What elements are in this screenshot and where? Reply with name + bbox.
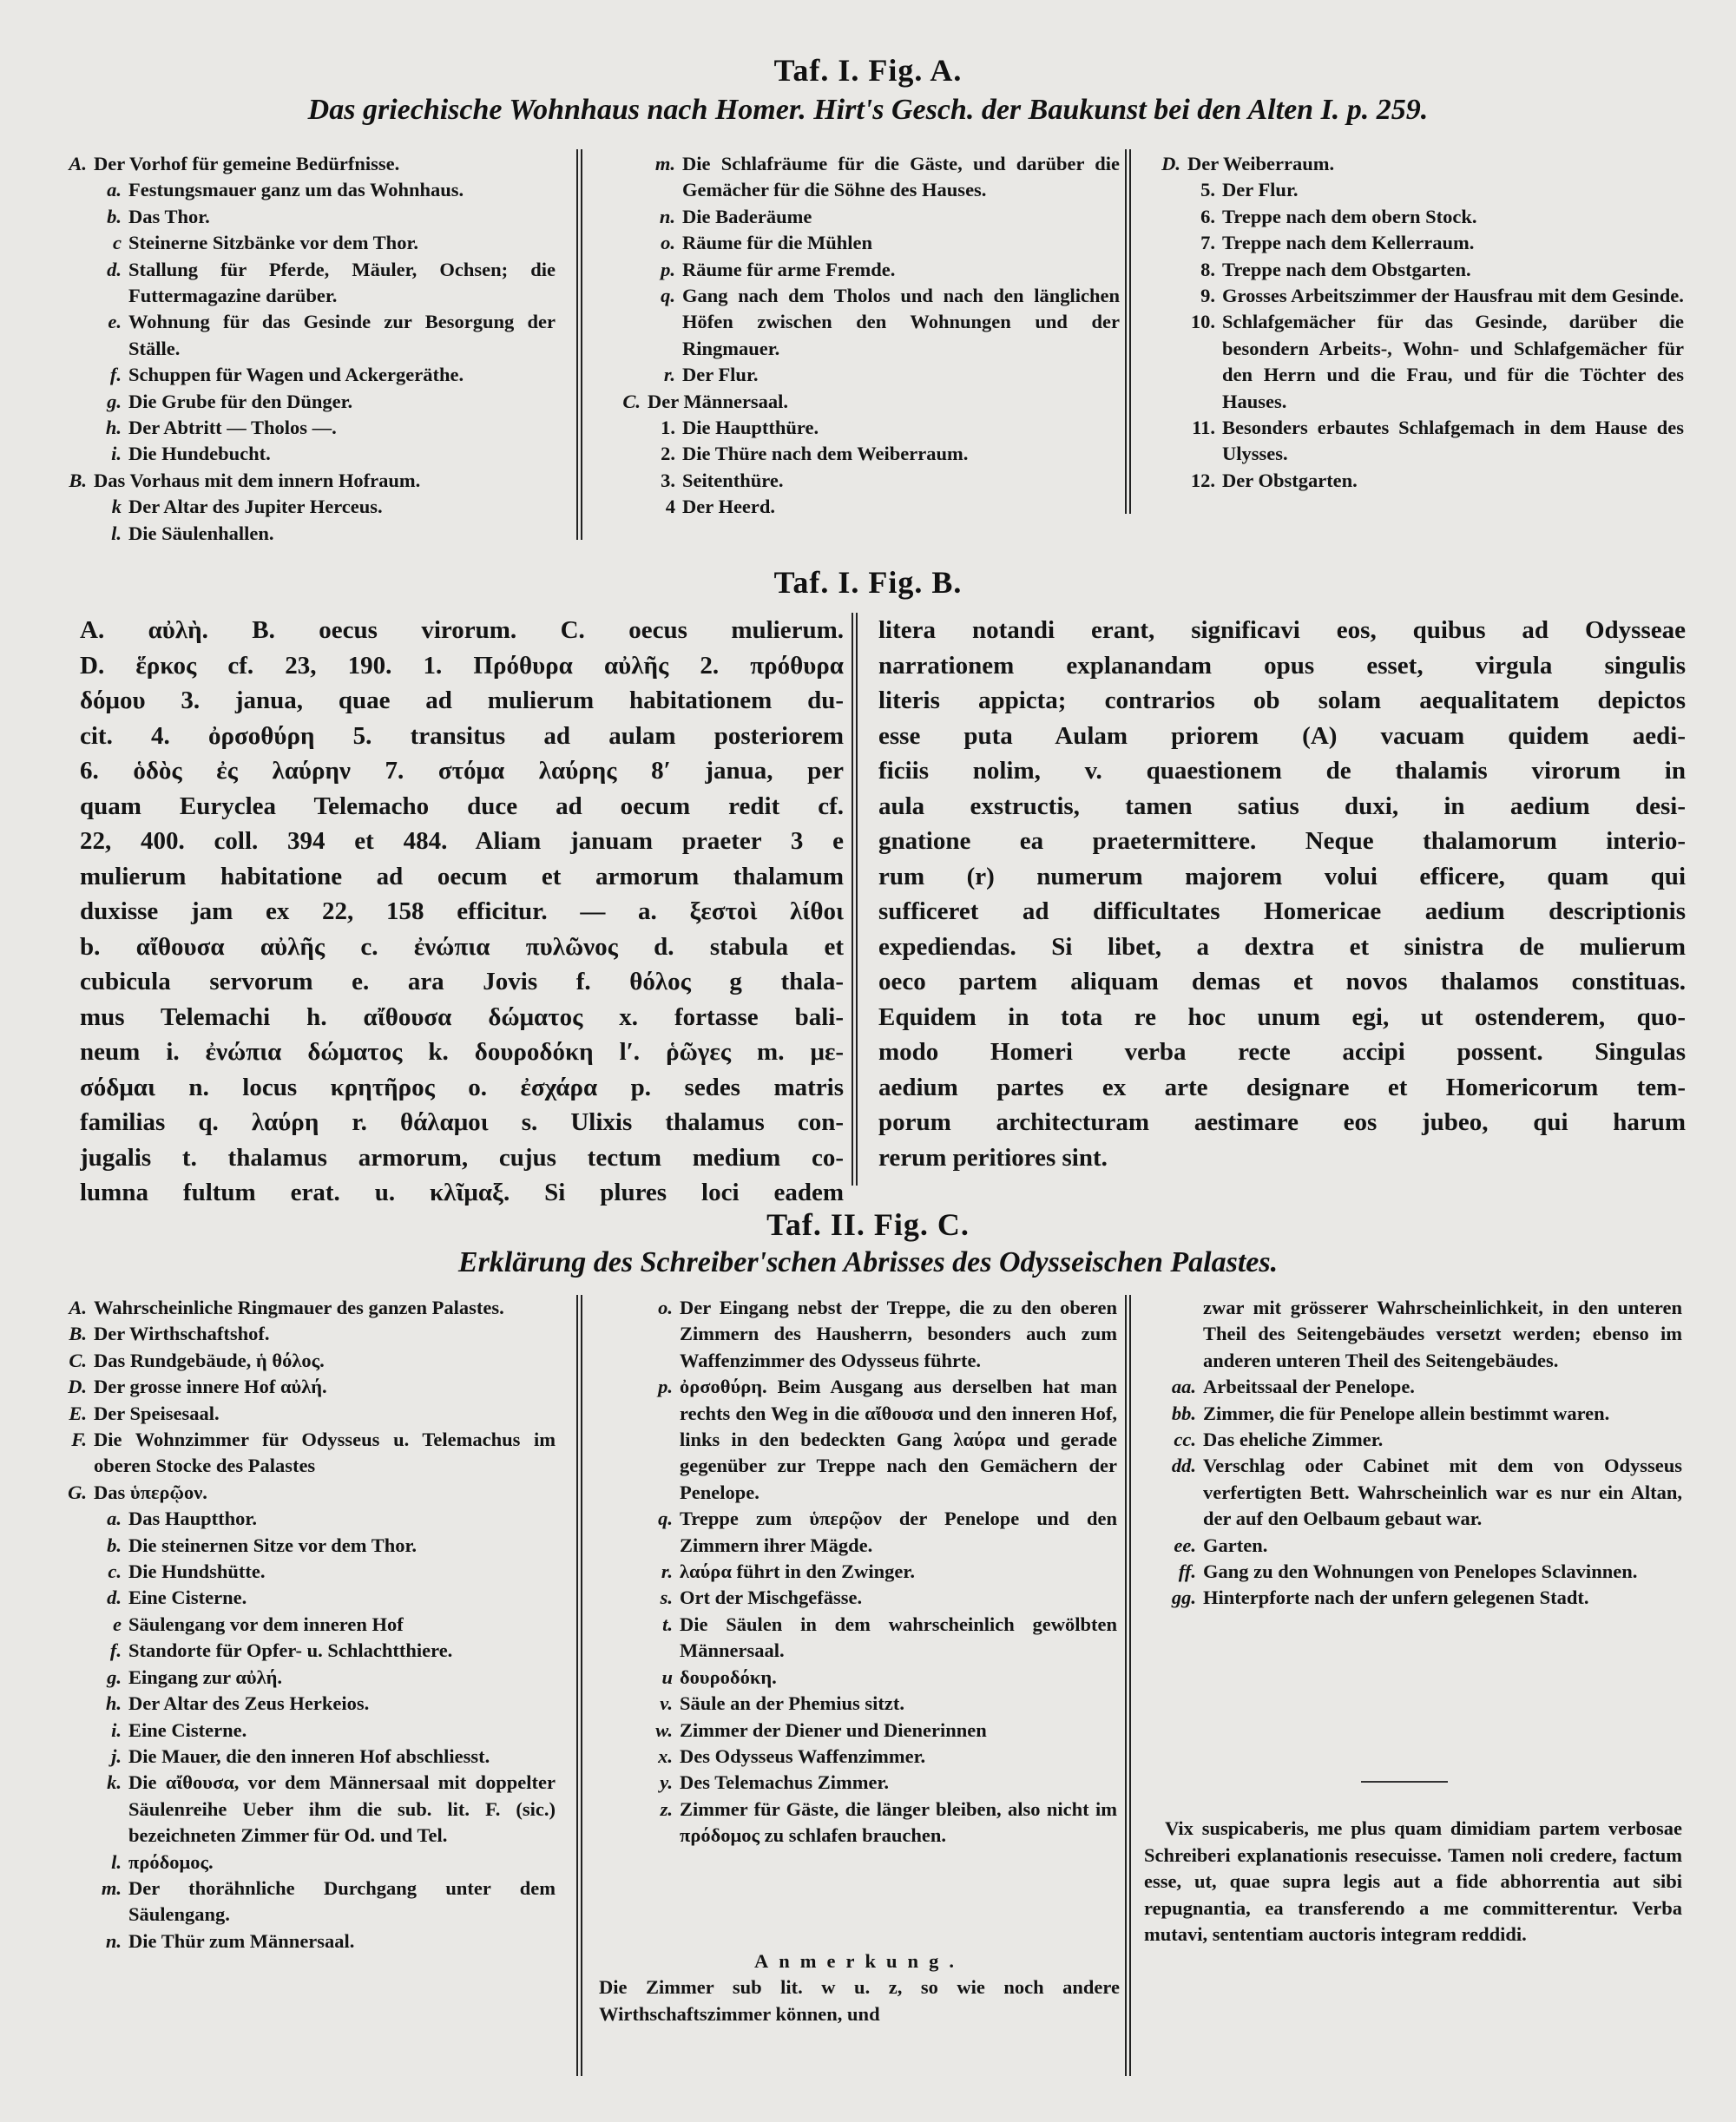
legend-text: Zimmer der Diener und Dienerinnen xyxy=(680,1718,987,1741)
legend-key: d. xyxy=(107,258,122,280)
fig-c-label: Taf. II. Fig. C. xyxy=(766,1207,970,1242)
text-line: mus Telemachi h. αἴθουσα δώματος x. fortasse bali- xyxy=(80,1002,844,1031)
legend-text: Die Schlafräume für die Gäste, und darüber die Gemächer für die Söhne des Hauses. xyxy=(682,153,1120,201)
legend-key: m. xyxy=(654,153,675,174)
legend-text: Die Säulenhallen. xyxy=(128,522,274,544)
legend-entry xyxy=(35,1374,556,1400)
legend-text: Stallung für Pferde, Mäuler, Ochsen; die Futtermagazine darüber. xyxy=(128,258,556,307)
legend-entry xyxy=(1128,309,1684,415)
legend-text: Die Hundebucht. xyxy=(128,443,271,465)
text-line: A. αὐλὴ. B. oecus virorum. C. oecus mulierum. xyxy=(80,616,844,644)
legend-key: r. xyxy=(661,1560,673,1583)
text-line: modo Homeri verba recte accipi possent. Singulas xyxy=(878,1038,1686,1066)
legend-key: a. xyxy=(107,179,122,201)
text-line: sufficeret ad difficultates Homericae aedium descriptionis xyxy=(878,897,1686,925)
legend-text: Treppe nach dem obern Stock. xyxy=(1222,205,1477,227)
legend-entry xyxy=(35,1506,556,1532)
legend-key: i. xyxy=(111,1718,122,1741)
text-line: oeco partem aliquam demas et novos thalamos constituas. xyxy=(878,968,1686,995)
legend-text: Säulengang vor dem inneren Hof xyxy=(128,1613,404,1635)
legend-key: e. xyxy=(108,311,122,333)
legend-entry xyxy=(586,1665,1117,1691)
legend-text: Seitenthüre. xyxy=(682,469,784,491)
legend-key: 11. xyxy=(1192,417,1215,439)
legend-text: Säule an der Phemius sitzt. xyxy=(680,1692,904,1715)
legend-key: F. xyxy=(71,1429,87,1451)
fig-b-right-paragraph xyxy=(878,613,1686,1175)
legend-entry xyxy=(35,1638,556,1664)
legend-text: Die Mauer, die den inneren Hof abschliesst. xyxy=(128,1744,490,1767)
legend-text: Räume für arme Fremde. xyxy=(682,258,896,280)
legend-entry xyxy=(35,1585,556,1611)
legend-entry xyxy=(1128,177,1684,203)
column-divider xyxy=(852,613,853,1186)
text-line: neum i. ἐνώπια δώματος k. δουροδόκη l′. ῥῶγες m. με- xyxy=(80,1038,844,1066)
text-line: Equidem in tota re hoc unum egi, ut ostenderem, quo- xyxy=(878,1002,1686,1031)
legend-key: ff. xyxy=(1178,1560,1196,1583)
legend-key: C. xyxy=(69,1349,87,1371)
legend-text: Die Baderäume xyxy=(682,205,812,227)
legend-entry xyxy=(586,1374,1117,1506)
legend-key: l. xyxy=(111,1850,122,1873)
text-line: aula exstructis, tamen satius duxi, in aedium desi- xyxy=(878,792,1686,820)
legend-entry xyxy=(1128,283,1684,309)
text-line: porum architecturam aestimare eos jubeo, qui harum xyxy=(878,1108,1686,1136)
legend-text: Die Hauptthüre. xyxy=(682,417,819,439)
legend-text: Eingang zur αὐλή. xyxy=(128,1665,283,1688)
legend-entry xyxy=(1128,151,1684,177)
legend-text: Die Grube für den Dünger. xyxy=(128,390,353,412)
fig-a-legend-column-2 xyxy=(589,151,1120,521)
legend-key: l. xyxy=(111,522,122,544)
text-line: mulierum habitatione ad oecum et armorum thalamum xyxy=(80,862,844,890)
legend-text: Das Vorhaus mit dem innern Hofraum. xyxy=(94,469,421,491)
legend-key: v. xyxy=(660,1692,673,1715)
legend-text: Der Abtritt — Tholos —. xyxy=(128,417,337,439)
text-line: b. αἴθουσα αὐλῆς c. ἐνώπια πυλῶνος d. stabula et xyxy=(80,932,844,961)
legend-key: 9. xyxy=(1200,285,1215,307)
legend-key: 4 xyxy=(665,496,675,518)
legend-key: e xyxy=(113,1613,122,1635)
legend-text: Des Telemachus Zimmer. xyxy=(680,1771,890,1794)
legend-text: Arbeitssaal der Penelope. xyxy=(1203,1376,1415,1398)
legend-key: bb. xyxy=(1171,1402,1196,1424)
legend-entry xyxy=(1144,1401,1682,1427)
legend-entry xyxy=(35,468,556,494)
legend-key: r. xyxy=(663,364,675,386)
legend-entry xyxy=(589,151,1120,204)
legend-entry xyxy=(589,494,1120,520)
legend-entry xyxy=(1144,1427,1682,1453)
legend-entry xyxy=(35,1480,556,1506)
legend-key: m. xyxy=(101,1876,122,1899)
legend-entry xyxy=(35,257,556,310)
text-line: 6. ὁδὸς ἐς λαύρην 7. στόμα λαύρης 8′ janua, per xyxy=(80,757,844,785)
fig-c-subtitle: Erklärung des Schreiber'schen Abrisses des Odysseischen Palastes. xyxy=(457,1246,1279,1278)
legend-text: Das Hauptthor. xyxy=(128,1508,257,1530)
legend-key: f. xyxy=(109,364,122,386)
legend-key: 2. xyxy=(661,443,675,465)
legend-key: 1. xyxy=(661,417,675,439)
text-line: expediendas. Si libet, a dextra et sinistra de mulierum xyxy=(878,932,1686,961)
legend-text: Der Männersaal. xyxy=(648,390,789,412)
legend-entry xyxy=(586,1797,1117,1849)
legend-entry xyxy=(1128,204,1684,230)
separator-rule xyxy=(1361,1781,1448,1783)
legend-key: 12. xyxy=(1190,469,1215,491)
legend-entry xyxy=(589,441,1120,467)
legend-key: c xyxy=(113,232,122,254)
legend-entry xyxy=(589,283,1120,362)
fig-a-legend-column-1 xyxy=(35,151,556,547)
text-line: duxisse jam ex 22, 158 efficitur. — a. ξεστοὶ λίθοι xyxy=(80,897,844,925)
legend-entry xyxy=(589,230,1120,256)
fig-b-label: Taf. I. Fig. B. xyxy=(773,565,963,600)
legend-text: Hinterpforte nach der unfern gelegenen Stadt. xyxy=(1203,1587,1589,1609)
text-line: 22, 400. coll. 394 et 484. Aliam januam praeter 3 e xyxy=(80,827,844,855)
legend-entry xyxy=(586,1744,1117,1770)
legend-entry xyxy=(589,204,1120,230)
legend-text: Die Hundshütte. xyxy=(128,1560,266,1583)
legend-key: 8. xyxy=(1200,258,1215,280)
legend-text: Wahrscheinliche Ringmauer des ganzen Palastes. xyxy=(94,1297,504,1318)
legend-key: c. xyxy=(108,1560,122,1583)
fig-a-legend-column-3 xyxy=(1128,151,1684,494)
legend-text: Das Rundgebäude, ἡ θόλος. xyxy=(94,1349,325,1371)
legend-key: 6. xyxy=(1200,205,1215,227)
legend-entry xyxy=(589,362,1120,388)
legend-key: B. xyxy=(69,469,87,491)
legend-key: aa. xyxy=(1171,1376,1196,1398)
legend-text: Der Flur. xyxy=(1222,179,1299,201)
legend-entry xyxy=(35,1321,556,1347)
legend-key: z. xyxy=(660,1797,673,1820)
fig-c-legend-column-3 xyxy=(1144,1295,1682,1612)
text-line: δόμου 3. janua, quae ad mulierum habitationem du- xyxy=(80,687,844,714)
legend-text: Der Obstgarten. xyxy=(1222,469,1358,491)
legend-key: a. xyxy=(107,1508,122,1530)
fig-a-label: Taf. I. Fig. A. xyxy=(773,53,963,88)
legend-entry xyxy=(1128,468,1684,494)
legend-entry xyxy=(35,1876,556,1928)
column-divider xyxy=(576,1295,578,2076)
legend-entry xyxy=(35,309,556,362)
legend-key: p. xyxy=(661,258,675,280)
legend-entry xyxy=(586,1559,1117,1585)
legend-key: 7. xyxy=(1200,232,1215,254)
column-divider xyxy=(1125,1295,1127,2076)
legend-entry xyxy=(1144,1559,1682,1585)
fig-c-legend-column-3-entries xyxy=(1144,1374,1682,1612)
legend-entry xyxy=(35,1612,556,1638)
legend-text: Die αἴθουσα, vor dem Männersaal mit doppelter Säulenreihe Ueber ihm die sub. lit. F. (sic.) bezeichneten Zimmer für Od. und Tel. xyxy=(128,1771,556,1847)
legend-key: D. xyxy=(1161,153,1180,174)
legend-key: i. xyxy=(111,443,122,465)
legend-key: t. xyxy=(662,1613,673,1635)
legend-entry xyxy=(1128,230,1684,256)
legend-key: B. xyxy=(69,1323,87,1345)
legend-key: u xyxy=(661,1665,673,1688)
note-text: Die Zimmer sub lit. w u. z, so wie noch andere Wirthschaftszimmer können, und xyxy=(599,1976,1120,2025)
text-line: D. ἕρκος cf. 23, 190. 1. Πρόθυρα αὐλῆς 2. πρόθυρα xyxy=(80,651,844,680)
text-line: aedium partes ex arte designare et Homericorum tem- xyxy=(878,1073,1686,1101)
legend-entry xyxy=(35,521,556,547)
legend-entry xyxy=(35,1427,556,1480)
legend-text: Der thorähnliche Durchgang unter dem Säulengang. xyxy=(128,1876,556,1926)
legend-text: Zimmer für Gäste, die länger bleiben, also nicht im πρόδομος zu schlafen brauchen. xyxy=(680,1797,1117,1847)
legend-text: Das eheliche Zimmer. xyxy=(1203,1429,1384,1451)
legend-key: x. xyxy=(658,1744,673,1767)
text-line: ficiis nolim, v. quaestionem de thalamis virorum in xyxy=(878,757,1686,785)
legend-text: Der Vorhof für gemeine Bedürfnisse. xyxy=(94,153,400,174)
legend-entry xyxy=(35,494,556,520)
note-title: Anmerkung. xyxy=(754,1950,964,1972)
text-line: litera notandi erant, significavi eos, quibus ad Odysseae xyxy=(878,616,1686,644)
legend-key: G. xyxy=(68,1481,87,1503)
legend-text: Gang zu den Wohnungen von Penelopes Sclavinnen. xyxy=(1203,1560,1638,1583)
legend-entry xyxy=(35,1559,556,1585)
legend-key: A. xyxy=(69,1297,87,1318)
legend-entry xyxy=(35,177,556,203)
continuation-text: zwar mit grösserer Wahrscheinlichkeit, in den unteren Theil des Seitengebäudes versetzt werden; ebenso im anderen unteren Theil des Seitengebäudes. xyxy=(1203,1297,1682,1371)
legend-entry xyxy=(35,362,556,388)
legend-text: Die steinernen Sitze vor dem Thor. xyxy=(128,1534,418,1556)
fig-b-left-paragraph xyxy=(80,613,844,1211)
legend-text: Eine Cisterne. xyxy=(128,1718,247,1741)
legend-text: Der Heerd. xyxy=(682,496,776,518)
column-divider xyxy=(576,149,578,540)
anmerkung-block xyxy=(599,1948,1120,2027)
legend-key: j. xyxy=(111,1744,122,1767)
legend-key: dd. xyxy=(1171,1455,1196,1477)
legend-entry xyxy=(35,230,556,256)
legend-entry xyxy=(35,1401,556,1427)
legend-text: Der Altar des Zeus Herkeios. xyxy=(128,1692,370,1715)
legend-entry xyxy=(589,415,1120,441)
legend-entry xyxy=(35,151,556,177)
column-divider xyxy=(1125,149,1127,514)
legend-entry xyxy=(586,1612,1117,1665)
legend-key: b. xyxy=(107,205,122,227)
legend-entry xyxy=(35,204,556,230)
legend-text: ὀρσοθύρη. Beim Ausgang aus derselben hat man rechts den Weg in die αἴθουσα und den inneren Hof, links in den bedeckten Gang λαύρα und gerade gegenüber zur Treppe nach den Gemächern der Penelope. xyxy=(680,1376,1117,1503)
legend-entry xyxy=(589,468,1120,494)
legend-entry xyxy=(35,1533,556,1559)
legend-entry xyxy=(1144,1453,1682,1532)
legend-text: Steinerne Sitzbänke vor dem Thor. xyxy=(128,232,418,254)
legend-text: Verschlag oder Cabinet mit dem von Odysseus verfertigten Bett. Wahrscheinlich war es nur ein Altan, der auf den Oelbaum gebaut war. xyxy=(1203,1455,1682,1530)
legend-key: y. xyxy=(660,1771,673,1794)
text-line: esse puta Aulam priorem (A) vacuam quidem aedi- xyxy=(878,721,1686,750)
legend-text: Festungsmauer ganz um das Wohnhaus. xyxy=(128,179,464,201)
text-line: σόδμαι n. locus κρητῆρος o. ἐσχάρα p. sedes matris xyxy=(80,1073,844,1101)
legend-text: Die Säulen in dem wahrscheinlich gewölbten Männersaal. xyxy=(680,1613,1117,1662)
legend-entry xyxy=(35,415,556,441)
text-line: narrationem explanandam opus esset, virgula singulis xyxy=(878,651,1686,680)
text-line: familias q. λαύρη r. θάλαμοι s. Ulixis thalamus con- xyxy=(80,1108,844,1136)
legend-key: s. xyxy=(660,1587,673,1609)
legend-entry xyxy=(35,1770,556,1849)
legend-entry xyxy=(586,1691,1117,1717)
fig-c-legend-column-1 xyxy=(35,1295,556,1954)
legend-entry xyxy=(586,1718,1117,1744)
legend-entry xyxy=(35,1348,556,1374)
text-line: gnatione ea praetermittere. Neque thalamorum interio- xyxy=(878,827,1686,855)
legend-entry xyxy=(586,1295,1117,1374)
legend-key: g. xyxy=(107,390,122,412)
legend-text: Gang nach dem Tholos und nach den länglichen Höfen zwischen den Wohnungen und der Ringmauer. xyxy=(682,285,1120,359)
legend-text: Grosses Arbeitszimmer der Hausfrau mit dem Gesinde. xyxy=(1222,285,1684,307)
legend-entry xyxy=(589,257,1120,283)
fig-c-legend-column-2 xyxy=(586,1295,1117,1849)
legend-text: Besonders erbautes Schlafgemach in dem Hause des Ulysses. xyxy=(1222,417,1684,465)
legend-text: Treppe nach dem Obstgarten. xyxy=(1222,258,1471,280)
legend-entry xyxy=(35,1849,556,1876)
legend-key: E. xyxy=(69,1402,87,1424)
text-line: jugalis t. thalamus armorum, cujus tectum medium co- xyxy=(80,1143,844,1172)
legend-key: k. xyxy=(107,1771,122,1794)
legend-key: C. xyxy=(622,390,641,412)
legend-text: Des Odysseus Waffenzimmer. xyxy=(680,1744,926,1767)
legend-key: n. xyxy=(105,1929,122,1952)
legend-text: Wohnung für das Gesinde zur Besorgung der Ställe. xyxy=(128,311,556,359)
legend-text: Das Thor. xyxy=(128,205,210,227)
legend-key: h. xyxy=(105,1692,122,1715)
legend-entry xyxy=(1144,1585,1682,1611)
legend-entry xyxy=(35,1744,556,1770)
legend-text: Zimmer, die für Penelope allein bestimmt waren. xyxy=(1203,1402,1610,1424)
legend-text: Das ὑπερῷον. xyxy=(94,1481,207,1503)
legend-key: ee. xyxy=(1174,1534,1196,1556)
legend-key: o. xyxy=(661,232,675,254)
fig-a-subtitle: Das griechische Wohnhaus nach Homer. Hirt's Gesch. der Baukunst bei den Alten I. p. 259. xyxy=(307,94,1429,126)
legend-text: δουροδόκη. xyxy=(680,1665,777,1688)
legend-key: h. xyxy=(105,417,122,439)
legend-text: Der Altar des Jupiter Herceus. xyxy=(128,496,383,518)
text-line: quam Euryclea Telemacho duce ad oecum redit cf. xyxy=(80,792,844,820)
legend-entry xyxy=(1128,415,1684,468)
legend-key: f. xyxy=(109,1639,122,1662)
legend-text: Ort der Mischgefässe. xyxy=(680,1587,863,1609)
legend-entry xyxy=(1144,1533,1682,1559)
legend-entry xyxy=(589,389,1120,415)
legend-key: o. xyxy=(658,1297,673,1318)
legend-key: k xyxy=(111,496,122,518)
legend-text: Schuppen für Wagen und Ackergeräthe. xyxy=(128,364,464,386)
text-line: cubicula servorum e. ara Jovis f. θόλος g thala- xyxy=(80,968,844,995)
text-line: lumna fultum erat. u. κλῖμαξ. Si plures loci eadem xyxy=(80,1179,844,1206)
legend-key: 3. xyxy=(661,469,675,491)
closing-paragraph: Vix suspicaberis, me plus quam dimidiam partem verbosae Schreiberi explanationis resecuisse. Tamen noli credere, factum esse, ut, quae supra legis aut a fide abhorrentia aut sibi repugnantia, ea transferendo a me committerentur. Verba mutavi, sententiam auctoris integram reddidi. xyxy=(1144,1817,1682,1945)
legend-key: D. xyxy=(68,1376,87,1398)
legend-entry xyxy=(1128,257,1684,283)
legend-text: Standorte für Opfer- u. Schlachtthiere. xyxy=(128,1639,453,1662)
legend-entry xyxy=(1144,1374,1682,1400)
legend-text: Treppe nach dem Kellerraum. xyxy=(1222,232,1475,254)
legend-key: g. xyxy=(107,1665,122,1688)
legend-key: b. xyxy=(107,1534,122,1556)
text-line: literis appicta; contrarios ob solam aequalitatem depictos xyxy=(878,687,1686,714)
legend-key: w. xyxy=(655,1718,673,1741)
legend-entry xyxy=(35,1295,556,1321)
legend-entry xyxy=(35,1691,556,1717)
legend-text: Schlafgemächer für das Gesinde, darüber die besondern Arbeits-, Wohn- und Schlafgemächer für den Herrn und die Frau, und für die Töchter des Hauses. xyxy=(1222,311,1684,412)
legend-text: Der Weiberraum. xyxy=(1187,153,1335,174)
legend-text: Der grosse innere Hof αὐλή. xyxy=(94,1376,327,1398)
legend-text: Der Eingang nebst der Treppe, die zu den oberen Zimmern des Hausherrn, besonders auch zum Waffenzimmer des Odysseus führte. xyxy=(680,1297,1117,1371)
legend-key: q. xyxy=(658,1508,673,1530)
legend-entry xyxy=(35,1718,556,1744)
legend-key: p. xyxy=(658,1376,673,1398)
legend-text: Der Speisesaal. xyxy=(94,1402,220,1424)
legend-entry xyxy=(586,1506,1117,1559)
legend-entry xyxy=(35,389,556,415)
legend-text: Der Wirthschaftshof. xyxy=(94,1323,270,1345)
legend-key: A. xyxy=(69,153,87,174)
legend-text: λαύρα führt in den Zwinger. xyxy=(680,1560,915,1583)
legend-text: Die Thür zum Männersaal. xyxy=(128,1929,355,1952)
legend-text: Der Flur. xyxy=(682,364,759,386)
legend-key: gg. xyxy=(1171,1587,1196,1609)
legend-text: πρόδομος. xyxy=(128,1850,214,1873)
legend-text: Die Wohnzimmer für Odysseus u. Telemachus im oberen Stocke des Palastes xyxy=(94,1429,556,1477)
legend-entry xyxy=(586,1770,1117,1796)
legend-entry xyxy=(35,1665,556,1691)
legend-text: Räume für die Mühlen xyxy=(682,232,872,254)
legend-key: cc. xyxy=(1174,1429,1196,1451)
legend-entry xyxy=(35,1928,556,1954)
legend-key: 10. xyxy=(1190,311,1215,333)
legend-entry xyxy=(35,441,556,467)
legend-key: 5. xyxy=(1200,179,1215,201)
legend-entry xyxy=(586,1585,1117,1611)
text-line: cit. 4. ὀρσοθύρη 5. transitus ad aulam posteriorem xyxy=(80,721,844,750)
legend-key: n. xyxy=(659,205,675,227)
text-line: rerum peritiores sint. xyxy=(878,1143,1108,1172)
legend-text: Treppe zum ὑπερῷον der Penelope und den Zimmern ihrer Mägde. xyxy=(680,1508,1117,1556)
legend-key: d. xyxy=(107,1587,122,1609)
legend-key: q. xyxy=(661,285,675,307)
legend-text: Eine Cisterne. xyxy=(128,1587,247,1609)
legend-text: Garten. xyxy=(1203,1534,1268,1556)
text-line: rum (r) numerum majorem volui efficere, quam qui xyxy=(878,862,1686,890)
legend-text: Die Thüre nach dem Weiberraum. xyxy=(682,443,969,465)
